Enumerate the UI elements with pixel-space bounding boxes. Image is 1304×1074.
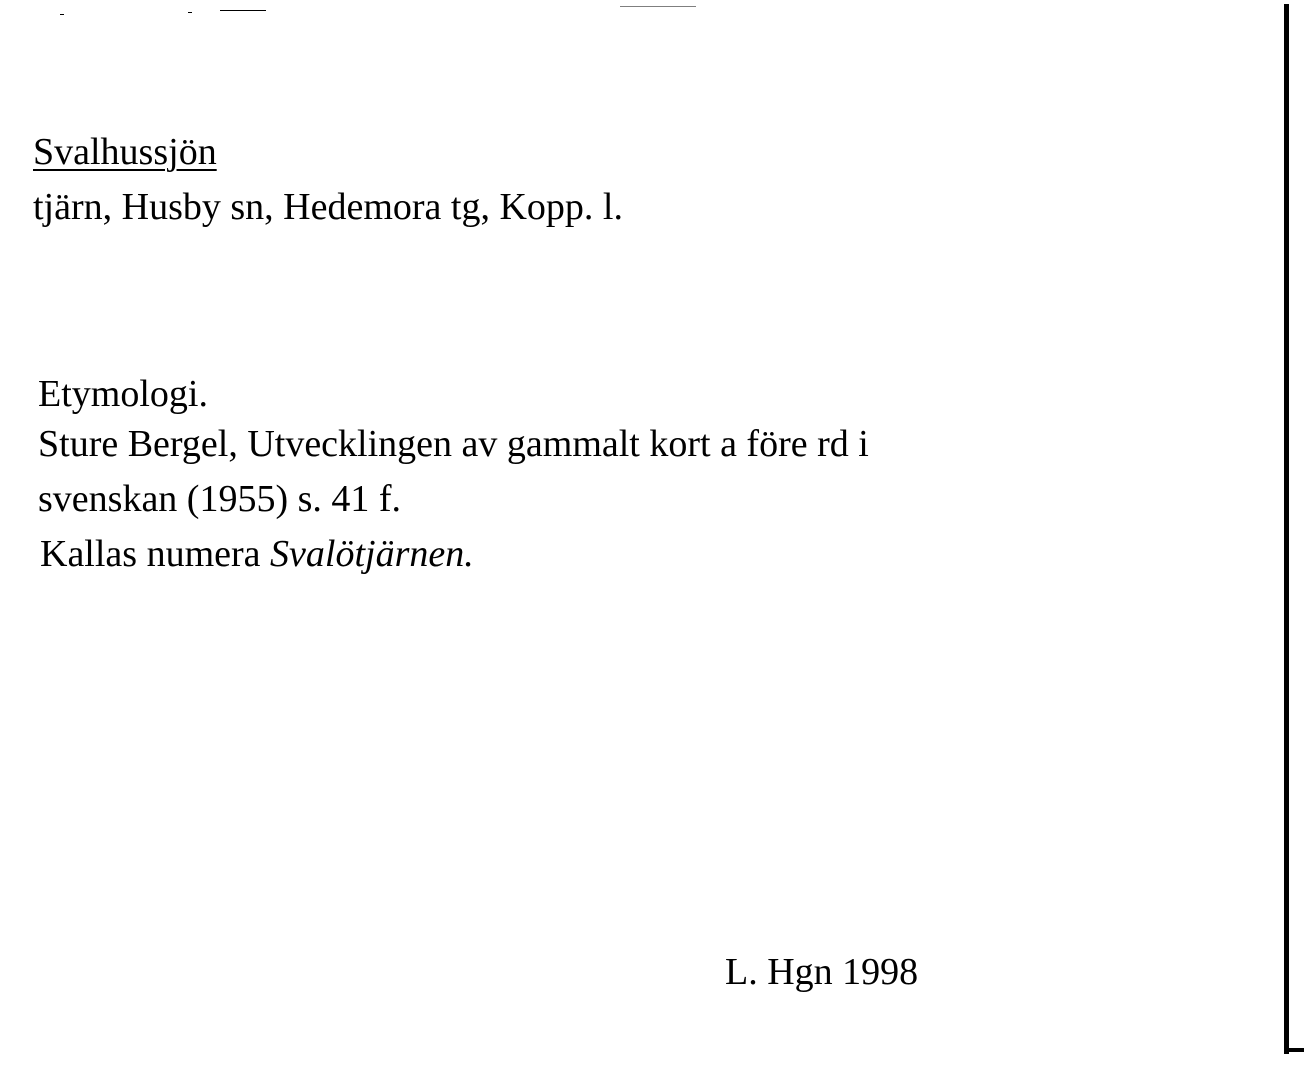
current-name-prefix: Kallas numera [40,533,271,575]
scan-artifact [60,14,64,15]
reference-line: Sture Bergel, Utvecklingen av gammalt kort a före rd i [38,423,869,465]
etymology-heading: Etymologi. [38,373,208,415]
signature: L. Hgn 1998 [725,951,919,993]
card-right-edge [1284,4,1289,1054]
place-description: tjärn, Husby sn, Hedemora tg, Kopp. l. [33,186,623,228]
reference-line: svenskan (1955) s. 41 f. [38,478,402,520]
card-corner-mark [1284,1048,1304,1052]
scan-artifact [620,6,696,7]
headword: Svalhussjön [33,131,217,173]
scan-artifact [220,10,266,11]
current-name: Svalötjärnen. [270,533,474,575]
scan-artifact [188,12,192,13]
current-name-line [40,535,474,573]
